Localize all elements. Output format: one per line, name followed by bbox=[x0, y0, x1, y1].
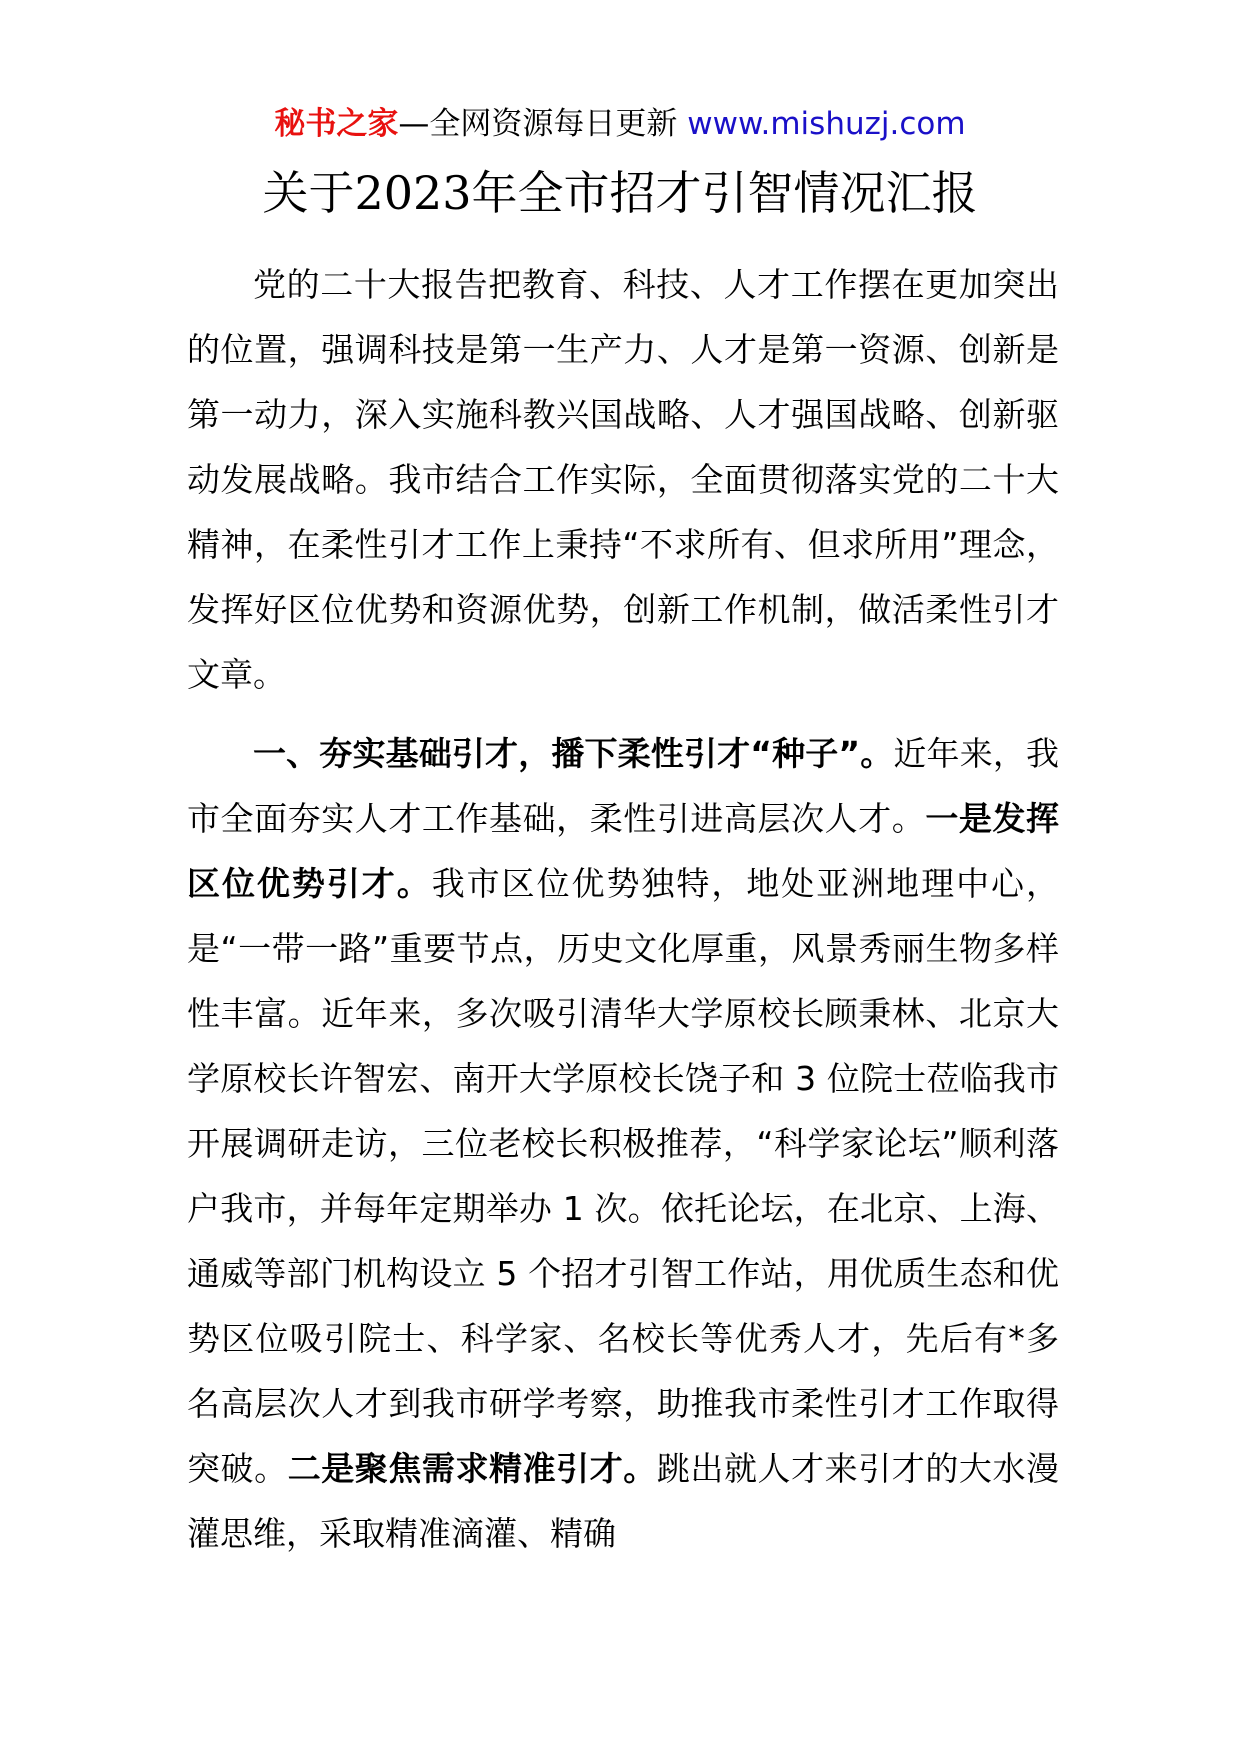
point-2-heading: 二是聚焦需求精准引才。 bbox=[287, 1449, 657, 1488]
section-1-paragraph bbox=[187, 721, 1059, 1566]
point-1-heading: 一是发挥区位优势引才。 bbox=[187, 799, 1060, 903]
title-year: 2023 bbox=[354, 166, 472, 220]
title-prefix: 关于 bbox=[262, 166, 355, 220]
document-body bbox=[187, 252, 1059, 1566]
section-1-text: 近年来，我市全面夯实人才工作基础，柔性引进高层次人才。 bbox=[187, 734, 1059, 838]
document-title bbox=[0, 158, 1240, 228]
section-1-heading: 一、夯实基础引才，播下柔性引才“种子”。 bbox=[253, 734, 894, 773]
banner-brand: 秘书之家 bbox=[274, 106, 399, 142]
point-2-text: 跳出就人才来引才的大水漫灌思维，采取精准滴灌、精确 bbox=[187, 1449, 1060, 1553]
point-1-text: 我市区位优势独特，地处亚洲地理中心，是“一带一路”重要节点，历史文化厚重，风景秀丽生物多样性丰富。近年来，多次吸引清华大学原校长顾秉林、北京大学原校长许智宏、南开大学原校长饶子和 3 位院士莅临我市开展调研走访，三位老校长积极推荐，“科学家论坛”顺利落户我市，并每年定期举办 1 次。依托论坛，在北京、上海、通威等部门机构设立 5 个招才引智工作站，用优质生态和优势区位吸引院士、科学家、名校长等优秀人才，先后有*多名高层次人才到我市研学考察，助推我市柔性引才工作取得突破。 bbox=[187, 864, 1060, 1488]
title-suffix: 年全市招才引智情况汇报 bbox=[471, 166, 978, 220]
banner-url[interactable]: www.mishuzj.com bbox=[687, 106, 966, 142]
intro-paragraph: 党的二十大报告把教育、科技、人才工作摆在更加突出的位置，强调科技是第一生产力、人才是第一资源、创新是第一动力，深入实施科教兴国战略、人才强国战略、创新驱动发展战略。我市结合工作实际，全面贯彻落实党的二十大精神，在柔性引才工作上秉持“不求所有、但求所用”理念，发挥好区位优势和资源优势，创新工作机制，做活柔性引才文章。 bbox=[187, 265, 1059, 694]
banner-tagline: —全网资源每日更新 bbox=[398, 106, 688, 142]
site-banner bbox=[0, 98, 1240, 150]
